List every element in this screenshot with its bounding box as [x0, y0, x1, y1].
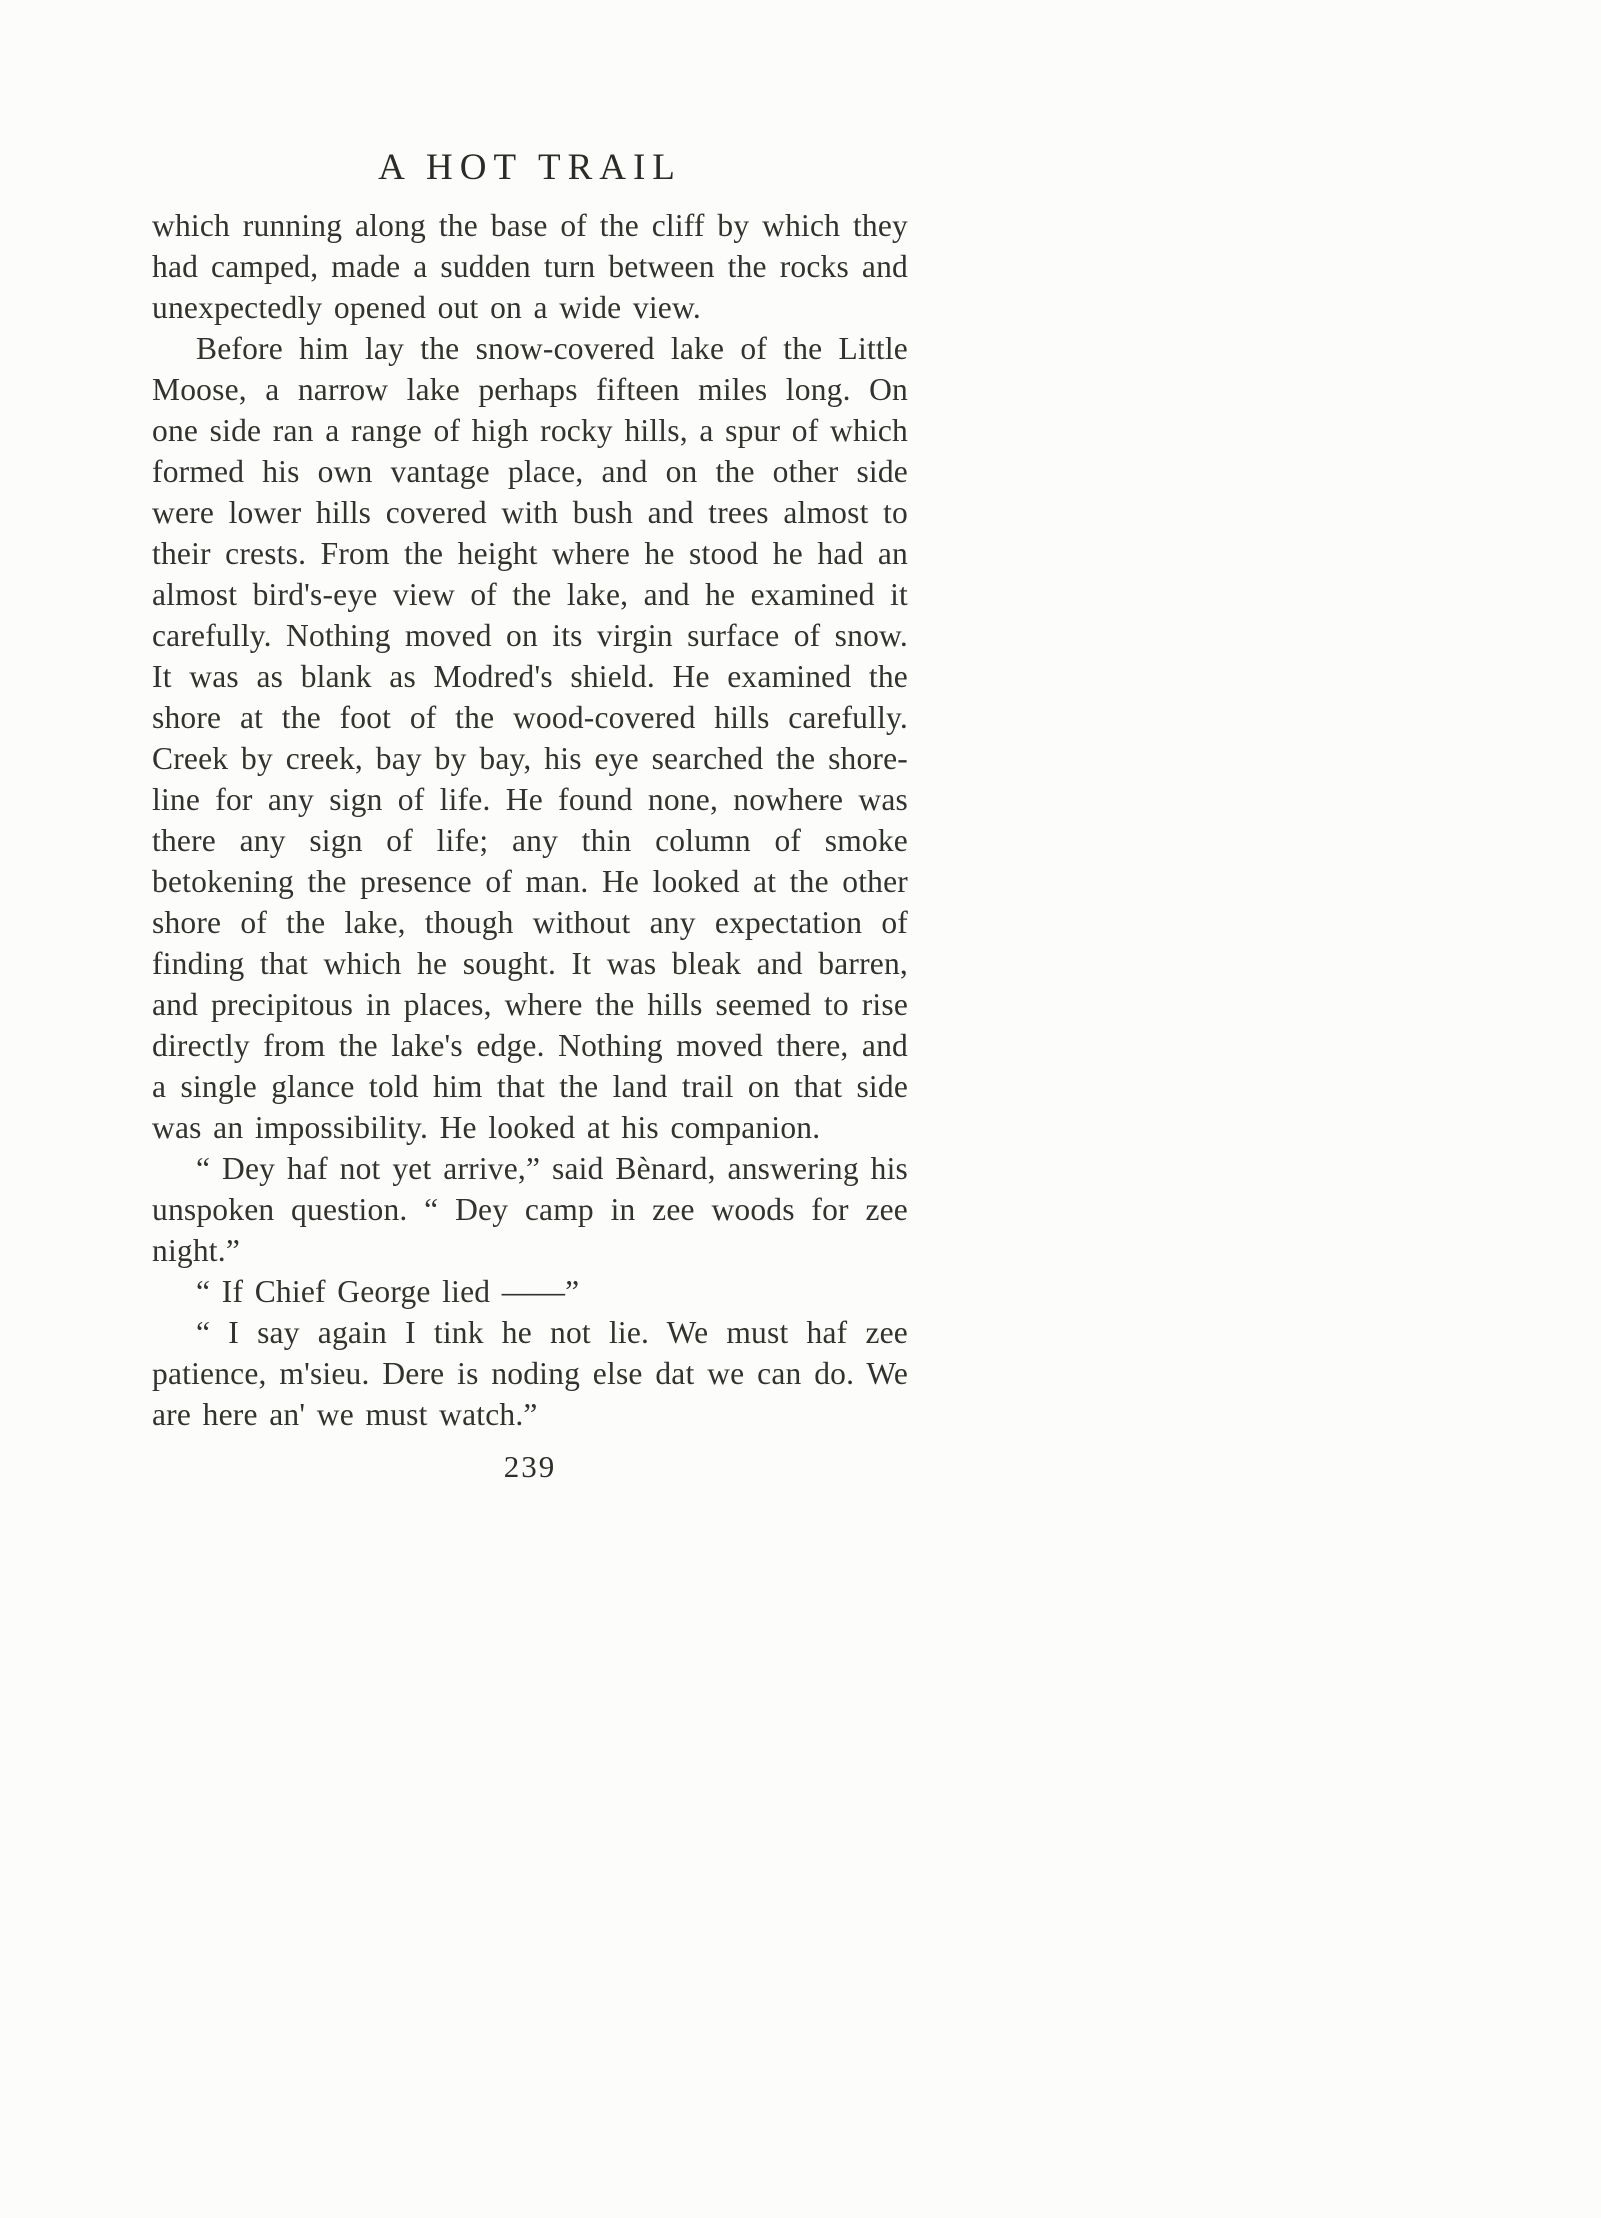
paragraph: “ If Chief George lied ——”	[196, 1274, 580, 1309]
page-content	[152, 146, 908, 1485]
paragraph: “ I say again I tink he not lie. We must haf zee patience, m'sieu. Dere is noding else dat we can do. We are here an' we must watch.”	[152, 1315, 908, 1432]
page-body	[152, 205, 908, 1435]
paragraph: “ Dey haf not yet arrive,” said Bènard, answering his unspoken question. “ Dey camp in zee woods for zee night.”	[152, 1151, 908, 1268]
paragraph: which running along the base of the cliff by which they had camped, made a sudden turn between the rocks and unexpectedly opened out on a wide view.	[152, 208, 908, 325]
running-header: A HOT TRAIL	[378, 147, 682, 188]
page-number: 239	[503, 1449, 557, 1484]
paragraph: Before him lay the snow-covered lake of the Little Moose, a narrow lake perhaps fifteen miles long. On one side ran a range of high rocky hills, a spur of which formed his own vantage place, and on the other side were lower hills covered with bush and trees almost to their crests. From the height where he stood he had an almost bird's-eye view of the lake, and he examined it carefully. Nothing moved on its virgin surface of snow. It was as blank as Modred's shield. He examined the shore at the foot of the wood-covered hills carefully. Creek by creek, bay by bay, his eye searched the shore-line for any sign of life. He found none, nowhere was there any sign of life; any thin column of smoke betokening the presence of man. He looked at the other shore of the lake, though without any expectation of finding that which he sought. It was bleak and barren, and precipitous in places, where the hills seemed to rise directly from the lake's edge. Nothing moved there, and a single glance told him that the land trail on that side was an impossibility. He looked at his companion.	[152, 331, 908, 1145]
